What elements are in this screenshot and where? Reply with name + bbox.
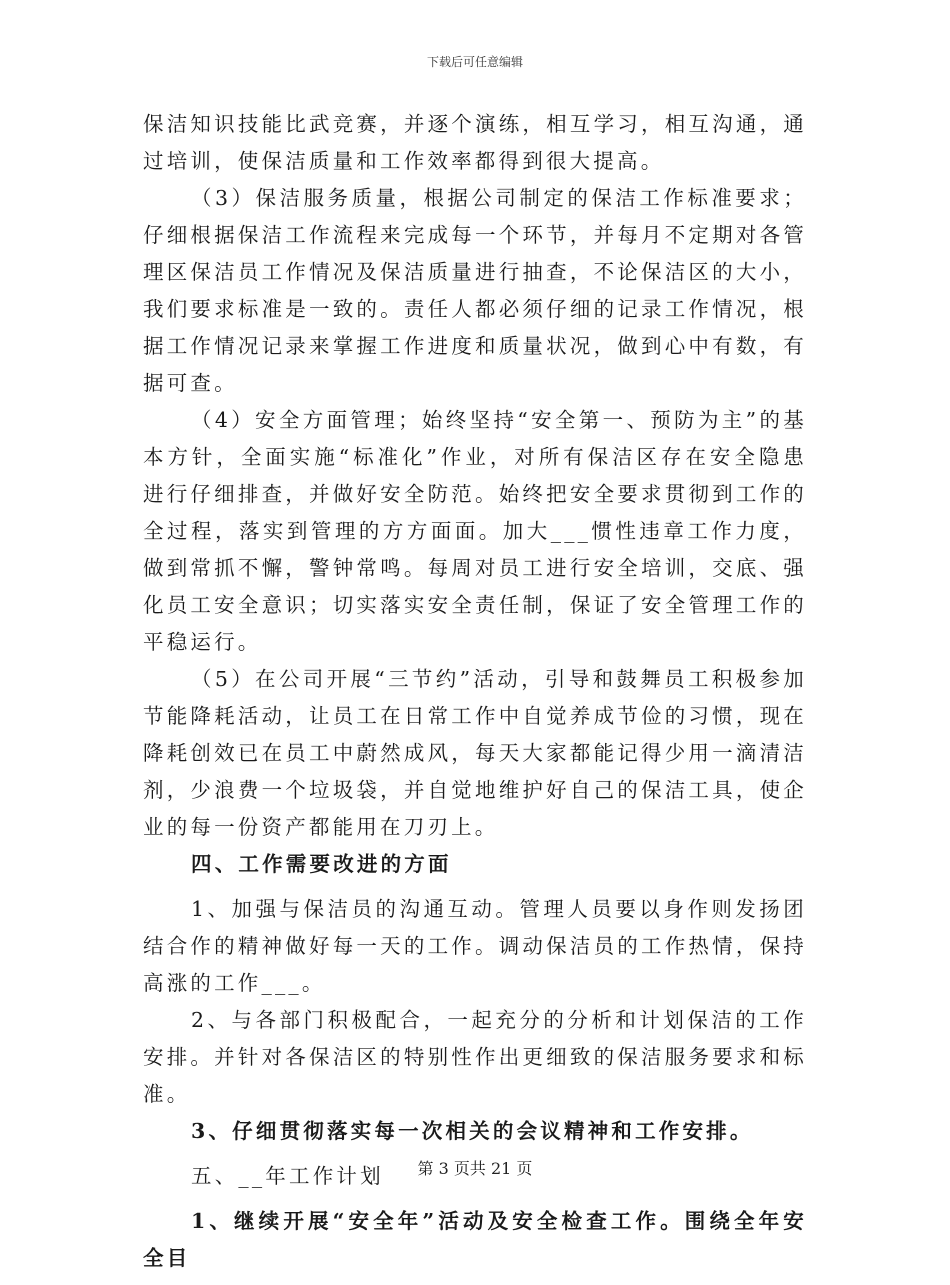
paragraph-improvement-3: 3、仔细贯彻落实每一次相关的会议精神和工作安排。 — [191, 1119, 754, 1143]
paragraph-service-quality: （3）保洁服务质量，根据公司制定的保洁工作标准要求；仔细根据保洁工作流程来完成每一个环节，并每月不定期对各管理区保洁员工作情况及保洁质量进行抽查，不论保洁区的大小，我们要求标准是一致的。责任人都必须仔细的记录工作情况，根据工作情况记录来掌握工作进度和质量状况，做到心中有数，有据可查。 — [143, 186, 807, 395]
page-number: 第 3 页共 21 页 — [417, 1159, 533, 1178]
paragraph-continued-training: 保洁知识技能比武竞赛，并逐个演练，相互学习，相互沟通，通过培训，使保洁质量和工作效率都得到很大提高。 — [143, 112, 807, 173]
page-header: 下载后可任意编辑 — [426, 55, 523, 69]
paragraph-improvement-2: 2、与各部门积极配合，一起充分的分析和计划保洁的工作安排。并针对各保洁区的特别性作出更细致的保洁服务要求和标准。 — [143, 1008, 807, 1106]
section-heading-work-plan: 五、__年工作计划 — [191, 1164, 384, 1188]
document-body — [143, 106, 807, 1285]
paragraph-plan-1: 1、继续开展“安全年”活动及安全检查工作。围绕全年安全目 — [143, 1209, 807, 1270]
paragraph-saving-activity: （5）在公司开展“三节约”活动，引导和鼓舞员工积极参加节能降耗活动，让员工在日常工作中自觉养成节俭的习惯，现在降耗创效已在员工中蔚然成风，每天大家都能记得少用一滴清洁剂，少浪费一个垃圾袋，并自觉地维护好自己的保洁工具，使企业的每一份资产都能用在刀刃上。 — [143, 667, 807, 839]
section-heading-improvements: 四、工作需要改进的方面 — [191, 852, 452, 876]
paragraph-safety-management: （4）安全方面管理；始终坚持“安全第一、预防为主”的基本方针，全面实施“标准化”作业，对所有保洁区存在安全隐患进行仔细排查，并做好安全防范。始终把安全要求贯彻到工作的全过程，落实到管理的方方面面。加大___惯性违章工作力度，做到常抓不懈，警钟常鸣。每周对员工进行安全培训，交底、强化员工安全意识；切实落实安全责任制，保证了安全管理工作的平稳运行。 — [143, 408, 807, 654]
paragraph-improvement-1: 1、加强与保洁员的沟通互动。管理人员要以身作则发扬团结合作的精神做好每一天的工作。调动保洁员的工作热情，保持高涨的工作___。 — [143, 897, 807, 995]
